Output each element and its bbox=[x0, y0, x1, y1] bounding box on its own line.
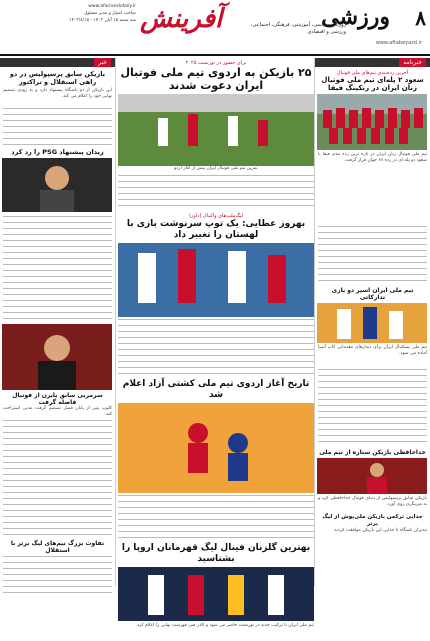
story-body: تیم ملی بسکتبال ایران برای دیدارهای مقدماتی کاپ آسیا آماده می شود. bbox=[318, 345, 427, 356]
story-body: تیم ملی ایران با ترکیب جدید در تورنمنت حاضر می شود و کادر فنی فهرست نهایی را اعلام کرد. bbox=[135, 623, 314, 628]
story-body-filler bbox=[118, 317, 314, 377]
info-line: سه شنبه ۱۵ آبان ۱۴۰۳ - ۱۴۰۳/۸/۱۵ bbox=[69, 17, 136, 23]
section-bar-label: خبر bbox=[94, 58, 111, 67]
section-title: ورزشی bbox=[321, 4, 390, 30]
story-kicker: آخرین رده‌بندی تیم‌های ملی فوتبال bbox=[336, 70, 409, 76]
story-body: مدیران باشگاه با جدایی این بازیکن موافقت کردند. bbox=[332, 528, 427, 533]
story-body-filler bbox=[3, 418, 112, 538]
team-photo bbox=[318, 94, 427, 150]
champions-photo bbox=[118, 567, 314, 621]
story-headline[interactable]: بهترین گلزنان فینال لیگ قهرمانان اروپا را بشناسید bbox=[121, 543, 311, 564]
volleyball-photo bbox=[118, 243, 314, 317]
story-body: کلوپ پس از پایان فصل تصمیم گرفت مدتی استراحت کند. bbox=[3, 406, 112, 417]
story-headline[interactable]: تیم ملی ایران اسیر دو بازی تدارکاتی bbox=[331, 287, 414, 301]
story-headline[interactable]: سعود ۲ پله‌ای تیم ملی فوتبال زنان ایران در رنکینگ فیفا bbox=[321, 76, 424, 92]
story-headline[interactable]: سرمربی سابق بایرن از فوتبال فاصله گرفت bbox=[12, 392, 103, 406]
story-kicker: برای حضور در تورنمنت ۲۰۲۵ bbox=[185, 60, 247, 66]
story-headline[interactable]: جدایی ترکمن بازیکن ملی‌پوش از لیگ برتر bbox=[322, 514, 423, 527]
story-body-filler bbox=[118, 493, 314, 541]
story-headline[interactable]: تفاوت بزرگ تیم‌های لیگ برتر با استقلال bbox=[10, 540, 105, 554]
story-body: این بازیکن از دو باشگاه پیشنهاد دارد و به زودی تصمیم نهایی خود را اعلام می کند. bbox=[3, 88, 112, 99]
masthead bbox=[0, 0, 430, 56]
section-bar bbox=[0, 58, 115, 67]
site-url[interactable]: www.aftabeyazd.ir bbox=[375, 40, 422, 46]
story-body-filler bbox=[318, 224, 427, 284]
story-body: بازیکن سابق پرسپولیس از دنیای فوتبال خداحافظی کرد و به مربیگری روی آورد. bbox=[318, 496, 427, 507]
wrestling-photo bbox=[118, 403, 314, 493]
coach-photo bbox=[3, 324, 112, 390]
zidane-photo bbox=[3, 158, 112, 212]
lead-headline[interactable]: ۲۵ بازیکن به اردوی تیم ملی فوتبال ایران دعوت شدند bbox=[120, 66, 312, 92]
lead-photo bbox=[118, 94, 314, 166]
basketball-photo bbox=[318, 303, 427, 343]
info-line: www.afarineshdaily.ir bbox=[88, 4, 136, 9]
left-column bbox=[0, 58, 116, 586]
right-column bbox=[314, 58, 430, 586]
info-line: صاحب امتیاز و مدیر مسئول bbox=[83, 10, 136, 16]
story-kicker: لیگ‌ملت‌های والیبال (داور) bbox=[189, 213, 243, 219]
tagline: روزنامه سیاسی، آموزشی، فرهنگی، اجتماعی، ورزشی و اقتصادی bbox=[250, 22, 346, 35]
story-headline[interactable]: بازیکن سابق پرسپولیس در دو راهی استقلال و تراکتور bbox=[9, 70, 106, 86]
section-bar-label: خبرنامه bbox=[399, 58, 426, 67]
masthead-info bbox=[4, 4, 136, 24]
story-body: تیم ملی فوتبال زنان ایران در تازه ترین رده بندی فیفا با صعود دو پله ای در رده ۶۸ جهان قرار گرفت. bbox=[318, 152, 427, 163]
newspaper-logo: آفرینش bbox=[140, 4, 223, 34]
story-body-filler bbox=[3, 106, 112, 146]
photo-caption: تمرین تیم ملی فوتبال ایران پیش از آغاز اردو bbox=[174, 166, 258, 171]
story-headline[interactable]: بهروز عطایی: یک توپ سرنوشت بازی با لهستان را تغییر داد bbox=[126, 219, 306, 240]
story-headline[interactable]: زیدان پیشنهاد PSG را رد کرد bbox=[11, 148, 104, 156]
story-body-filler bbox=[3, 214, 112, 322]
player-photo bbox=[318, 458, 427, 494]
story-headline[interactable]: تاریخ آغاز اردوی تیم ملی کشتی آزاد اعلام شد bbox=[122, 379, 310, 400]
story-body-filler bbox=[318, 367, 427, 447]
story-body-filler bbox=[3, 554, 112, 594]
section-bar bbox=[315, 58, 430, 67]
page-number: ۸ bbox=[415, 6, 426, 30]
story-body-filler bbox=[118, 173, 314, 211]
story-headline[interactable]: خداحافظی بازیکن ستاره از تیم ملی bbox=[319, 449, 426, 456]
center-column bbox=[118, 58, 314, 628]
